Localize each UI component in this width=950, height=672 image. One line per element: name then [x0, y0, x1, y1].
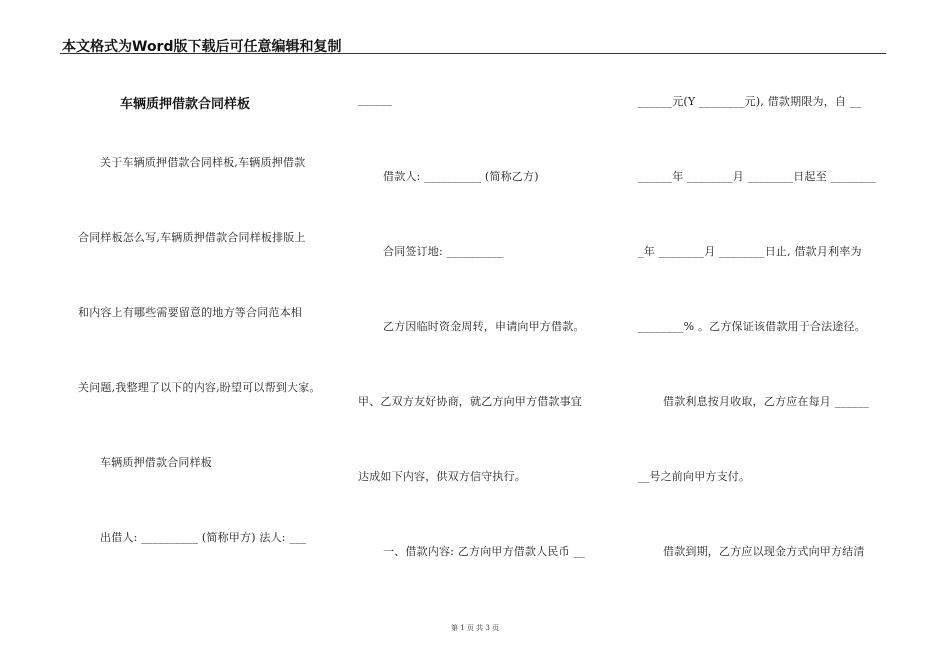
right-line-6: __号之前向甲方支付。: [638, 470, 751, 483]
middle-line-4: 乙方因临时资金周转，申请向甲方借款。: [383, 320, 585, 333]
middle-line-1: ______: [358, 93, 393, 106]
middle-line-6: 达成如下内容，供双方信守执行。: [358, 470, 526, 483]
right-line-3: _年 ________月 ________日止, 借款月利率为: [638, 245, 862, 258]
left-line-3: 和内容上有哪些需要留意的地方等合同范本相: [78, 306, 302, 319]
right-line-4: ________% 。乙方保证该借款用于合法途径。: [638, 320, 866, 333]
middle-line-2: 借款人: __________ (简称乙方): [383, 170, 539, 183]
left-line-6: 出借人: __________ (简称甲方) 法人: ___: [100, 531, 307, 544]
middle-line-5: 甲、乙双方友好协商，就乙方向甲方借款事宜: [358, 395, 582, 408]
left-line-5: 车辆质押借款合同样板: [100, 456, 212, 469]
left-line-2: 合同样板怎么写,车辆质押借款合同样板排版上: [78, 231, 306, 244]
middle-line-3: 合同签订地: __________: [383, 245, 504, 258]
right-line-5: 借款利息按月收取，乙方应在每月 ______: [663, 395, 869, 408]
right-line-2: ______年 ________月 ________日起至 ________: [638, 170, 877, 183]
left-line-1: 关于车辆质押借款合同样板,车辆质押借款: [100, 156, 306, 169]
left-line-4: 关问题,我整理了以下的内容,盼望可以帮到大家。: [78, 381, 321, 394]
document-title: 车辆质押借款合同样板: [120, 97, 251, 112]
right-line-1: ______元(Y ________元), 借款期限为，自 __: [638, 95, 862, 108]
document-header: 本文格式为Word版下载后可任意编辑和复制: [62, 39, 342, 55]
page-number: 第 1 页 共 3 页: [450, 624, 500, 632]
right-line-7: 借款到期，乙方应以现金方式向甲方结清: [663, 545, 865, 558]
header-divider: [60, 53, 886, 54]
middle-line-7: 一、借款内容: 乙方向甲方借款人民币 __: [383, 545, 585, 558]
